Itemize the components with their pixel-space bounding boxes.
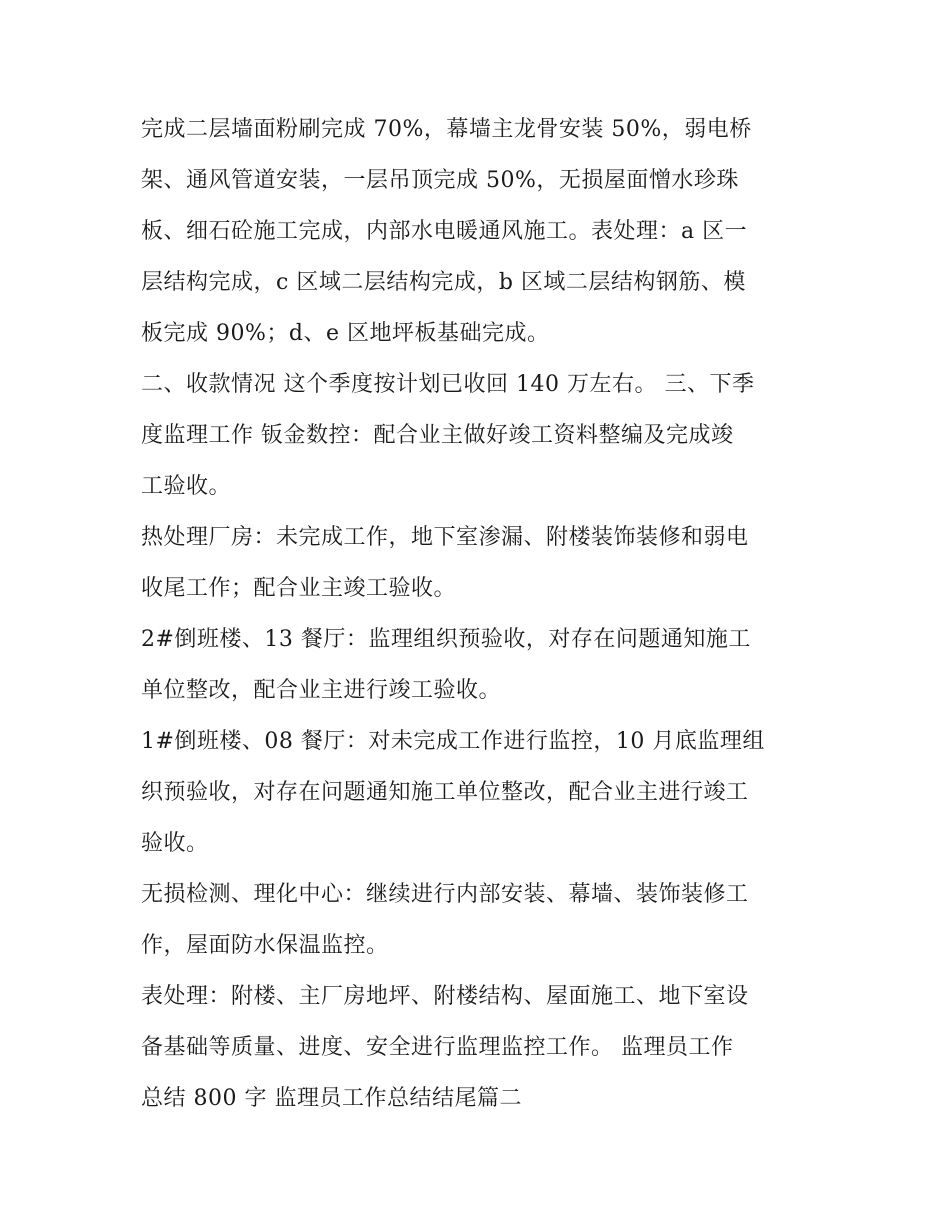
text-line: 架、通风管道安装，一层吊顶完成 50%，无损屋面憎水珍珠 bbox=[141, 168, 739, 193]
text-line: 1#倒班楼、08 餐厅：对未完成工作进行监控，10 月底监理组 bbox=[141, 729, 765, 754]
text-line: 2#倒班楼、13 餐厅：监理组织预验收，对存在问题通知施工 bbox=[141, 627, 751, 652]
text-line: 热处理厂房：未完成工作，地下室渗漏、附楼装饰装修和弱电 bbox=[141, 525, 749, 550]
text-line: 板完成 90%；d、e 区地坪板基础完成。 bbox=[141, 321, 550, 346]
text-line: 收尾工作；配合业主竣工验收。 bbox=[141, 576, 457, 601]
text-line: 表处理：附楼、主厂房地坪、附楼结构、屋面施工、地下室设 bbox=[141, 984, 749, 1009]
text-line: 总结 800 字 监理员工作总结结尾篇二 bbox=[141, 1086, 522, 1111]
text-line: 二、收款情况 这个季度按计划已收回 140 万左右。 三、下季 bbox=[141, 372, 755, 397]
text-line: 工验收。 bbox=[141, 474, 232, 499]
text-line: 织预验收，对存在问题通知施工单位整改，配合业主进行竣工 bbox=[141, 780, 749, 805]
text-line: 单位整改，配合业主进行竣工验收。 bbox=[141, 678, 502, 703]
text-line: 作，屋面防水保温监控。 bbox=[141, 933, 389, 958]
text-line: 验收。 bbox=[141, 831, 209, 856]
text-line: 度监理工作 钣金数控：配合业主做好竣工资料整编及完成竣 bbox=[141, 423, 734, 448]
text-line: 完成二层墙面粉刷完成 70%，幕墙主龙骨安装 50%，弱电桥 bbox=[141, 117, 752, 142]
text-line: 板、细石砼施工完成，内部水电暖通风施工。表处理：a 区一 bbox=[141, 219, 748, 244]
text-line: 备基础等质量、进度、安全进行监理监控工作。 监理员工作 bbox=[141, 1035, 734, 1060]
text-line: 无损检测、理化中心：继续进行内部安装、幕墙、装饰装修工 bbox=[141, 882, 749, 907]
body-text bbox=[141, 104, 813, 1124]
text-line: 层结构完成，c 区域二层结构完成，b 区域二层结构钢筋、模 bbox=[141, 270, 746, 295]
